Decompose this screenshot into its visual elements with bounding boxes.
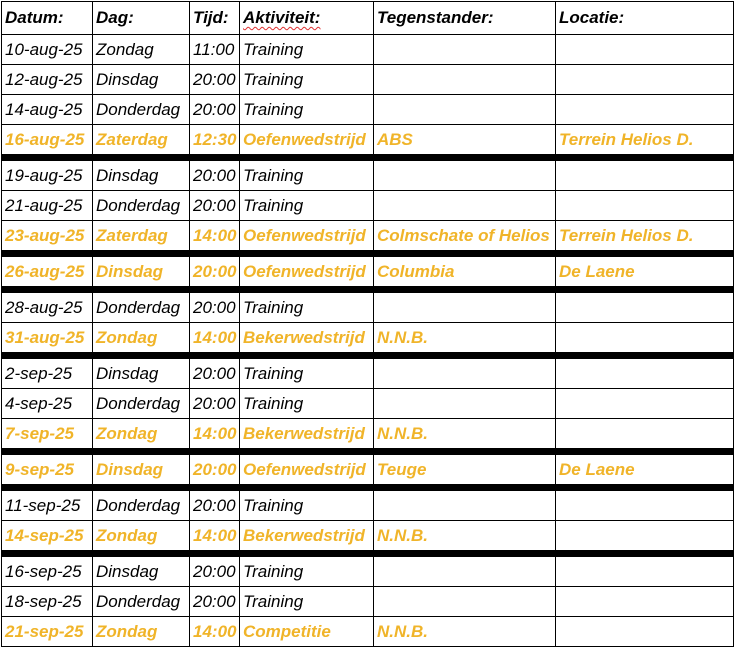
locatie-cell[interactable]: De Laene <box>556 254 734 290</box>
datum-cell[interactable]: 31-aug-25 <box>2 323 93 356</box>
dag-cell[interactable]: Zondag <box>93 419 190 452</box>
table-row <box>2 356 734 389</box>
datum-cell[interactable]: 21-sep-25 <box>2 617 93 647</box>
datum-cell[interactable]: 9-sep-25 <box>2 452 93 488</box>
header-tijd-cell[interactable]: Tijd: <box>190 2 240 35</box>
tijd-cell[interactable]: 20:00 <box>190 389 240 419</box>
dag-cell[interactable]: Dinsdag <box>93 356 190 389</box>
datum-cell[interactable]: 14-sep-25 <box>2 521 93 554</box>
tegenstander-cell[interactable]: Colmschate of Helios <box>374 221 556 254</box>
header-tegenstander-cell[interactable]: Tegenstander: <box>374 2 556 35</box>
activiteit-cell[interactable]: Oefenwedstrijd <box>240 452 374 488</box>
dag-cell[interactable]: Donderdag <box>93 95 190 125</box>
datum-cell[interactable]: 21-aug-25 <box>2 191 93 221</box>
activiteit-cell[interactable]: Bekerwedstrijd <box>240 521 374 554</box>
tijd-cell[interactable]: 20:00 <box>190 554 240 587</box>
table-row <box>2 323 734 356</box>
datum-cell[interactable]: 26-aug-25 <box>2 254 93 290</box>
dag-cell[interactable]: Dinsdag <box>93 254 190 290</box>
datum-cell[interactable]: 14-aug-25 <box>2 95 93 125</box>
dag-cell[interactable]: Donderdag <box>93 587 190 617</box>
tegenstander-cell[interactable] <box>374 35 556 65</box>
locatie-cell[interactable] <box>556 587 734 617</box>
locatie-cell[interactable] <box>556 35 734 65</box>
locatie-cell[interactable] <box>556 158 734 191</box>
activiteit-cell[interactable]: Bekerwedstrijd <box>240 419 374 452</box>
locatie-cell[interactable]: De Laene <box>556 452 734 488</box>
activiteit-cell[interactable]: Training <box>240 290 374 323</box>
datum-cell[interactable]: 4-sep-25 <box>2 389 93 419</box>
dag-cell[interactable]: Donderdag <box>93 191 190 221</box>
locatie-cell[interactable] <box>556 191 734 221</box>
activiteit-cell[interactable]: Training <box>240 65 374 95</box>
tegenstander-cell[interactable] <box>374 191 556 221</box>
datum-cell[interactable]: 16-sep-25 <box>2 554 93 587</box>
dag-cell[interactable]: Dinsdag <box>93 452 190 488</box>
table-row <box>2 617 734 647</box>
locatie-cell[interactable] <box>556 521 734 554</box>
activiteit-cell[interactable]: Training <box>240 356 374 389</box>
table-row <box>2 389 734 419</box>
tijd-cell[interactable]: 14:00 <box>190 419 240 452</box>
tijd-cell[interactable]: 20:00 <box>190 95 240 125</box>
tegenstander-cell[interactable] <box>374 587 556 617</box>
header-locatie-cell[interactable]: Locatie: <box>556 2 734 35</box>
header-dag-cell[interactable]: Dag: <box>93 2 190 35</box>
activiteit-cell[interactable]: Oefenwedstrijd <box>240 254 374 290</box>
tegenstander-cell[interactable] <box>374 158 556 191</box>
datum-cell[interactable]: 2-sep-25 <box>2 356 93 389</box>
schedule-sheet <box>1 1 734 647</box>
locatie-cell[interactable]: Terrein Helios D. <box>556 221 734 254</box>
tegenstander-cell[interactable]: N.N.B. <box>374 419 556 452</box>
header-activiteit-cell[interactable] <box>240 2 374 35</box>
activiteit-cell[interactable]: Oefenwedstrijd <box>240 221 374 254</box>
dag-cell[interactable]: Zondag <box>93 521 190 554</box>
tegenstander-cell[interactable] <box>374 554 556 587</box>
table-row <box>2 158 734 191</box>
tegenstander-cell[interactable] <box>374 488 556 521</box>
table-row <box>2 488 734 521</box>
locatie-cell[interactable] <box>556 419 734 452</box>
table-row <box>2 35 734 65</box>
datum-cell[interactable]: 18-sep-25 <box>2 587 93 617</box>
header-datum-cell[interactable]: Datum: <box>2 2 93 35</box>
tijd-cell[interactable]: 20:00 <box>190 452 240 488</box>
tegenstander-cell[interactable] <box>374 65 556 95</box>
header-row <box>2 2 734 35</box>
dag-cell[interactable]: Zondag <box>93 323 190 356</box>
datum-cell[interactable]: 16-aug-25 <box>2 125 93 158</box>
datum-cell[interactable]: 12-aug-25 <box>2 65 93 95</box>
datum-cell[interactable]: 7-sep-25 <box>2 419 93 452</box>
tegenstander-cell[interactable]: ABS <box>374 125 556 158</box>
tegenstander-cell[interactable]: N.N.B. <box>374 617 556 647</box>
datum-cell[interactable]: 23-aug-25 <box>2 221 93 254</box>
locatie-cell[interactable] <box>556 554 734 587</box>
tijd-cell[interactable]: 20:00 <box>190 158 240 191</box>
tijd-cell[interactable]: 20:00 <box>190 488 240 521</box>
table-row <box>2 419 734 452</box>
tijd-cell[interactable]: 20:00 <box>190 356 240 389</box>
table-row <box>2 254 734 290</box>
tijd-cell[interactable]: 11:00 <box>190 35 240 65</box>
dag-cell[interactable]: Dinsdag <box>93 554 190 587</box>
spellcheck-flagged-text: Aktiviteit: <box>243 8 321 27</box>
table-row <box>2 452 734 488</box>
tegenstander-cell[interactable] <box>374 290 556 323</box>
activiteit-cell[interactable]: Competitie <box>240 617 374 647</box>
activiteit-cell[interactable]: Training <box>240 554 374 587</box>
tijd-cell[interactable]: 20:00 <box>190 191 240 221</box>
table-row <box>2 290 734 323</box>
tijd-cell[interactable]: 14:00 <box>190 323 240 356</box>
locatie-cell[interactable] <box>556 95 734 125</box>
activiteit-cell[interactable]: Bekerwedstrijd <box>240 323 374 356</box>
activiteit-cell[interactable]: Oefenwedstrijd <box>240 125 374 158</box>
dag-cell[interactable]: Donderdag <box>93 389 190 419</box>
tijd-cell[interactable]: 20:00 <box>190 65 240 95</box>
schedule-body <box>2 2 734 647</box>
tegenstander-cell[interactable] <box>374 95 556 125</box>
activiteit-cell[interactable]: Training <box>240 95 374 125</box>
tijd-cell[interactable]: 20:00 <box>190 254 240 290</box>
activiteit-cell[interactable]: Training <box>240 587 374 617</box>
tijd-cell[interactable]: 20:00 <box>190 290 240 323</box>
tegenstander-cell[interactable]: Columbia <box>374 254 556 290</box>
tegenstander-cell[interactable] <box>374 389 556 419</box>
table-row <box>2 65 734 95</box>
table-row <box>2 191 734 221</box>
dag-cell[interactable]: Zaterdag <box>93 221 190 254</box>
tijd-cell[interactable]: 14:00 <box>190 221 240 254</box>
locatie-cell[interactable] <box>556 356 734 389</box>
table-row <box>2 587 734 617</box>
activiteit-cell[interactable]: Training <box>240 158 374 191</box>
table-row <box>2 521 734 554</box>
dag-cell[interactable]: Zondag <box>93 617 190 647</box>
tijd-cell[interactable]: 14:00 <box>190 521 240 554</box>
tegenstander-cell[interactable]: Teuge <box>374 452 556 488</box>
tegenstander-cell[interactable]: N.N.B. <box>374 521 556 554</box>
locatie-cell[interactable]: Terrein Helios D. <box>556 125 734 158</box>
dag-cell[interactable]: Zaterdag <box>93 125 190 158</box>
datum-cell[interactable]: 28-aug-25 <box>2 290 93 323</box>
table-row <box>2 125 734 158</box>
dag-cell[interactable]: Donderdag <box>93 488 190 521</box>
tijd-cell[interactable]: 14:00 <box>190 617 240 647</box>
locatie-cell[interactable] <box>556 323 734 356</box>
tegenstander-cell[interactable]: N.N.B. <box>374 323 556 356</box>
datum-cell[interactable]: 19-aug-25 <box>2 158 93 191</box>
table-row <box>2 95 734 125</box>
datum-cell[interactable]: 11-sep-25 <box>2 488 93 521</box>
activiteit-cell[interactable]: Training <box>240 488 374 521</box>
dag-cell[interactable]: Dinsdag <box>93 65 190 95</box>
table-row <box>2 221 734 254</box>
table-row <box>2 554 734 587</box>
activiteit-cell[interactable]: Training <box>240 191 374 221</box>
locatie-cell[interactable] <box>556 617 734 647</box>
locatie-cell[interactable] <box>556 389 734 419</box>
locatie-cell[interactable] <box>556 65 734 95</box>
dag-cell[interactable]: Dinsdag <box>93 158 190 191</box>
dag-cell[interactable]: Zondag <box>93 35 190 65</box>
locatie-cell[interactable] <box>556 488 734 521</box>
tegenstander-cell[interactable] <box>374 356 556 389</box>
tijd-cell[interactable]: 20:00 <box>190 587 240 617</box>
locatie-cell[interactable] <box>556 290 734 323</box>
datum-cell[interactable]: 10-aug-25 <box>2 35 93 65</box>
tijd-cell[interactable]: 12:30 <box>190 125 240 158</box>
activiteit-cell[interactable]: Training <box>240 35 374 65</box>
dag-cell[interactable]: Donderdag <box>93 290 190 323</box>
activiteit-cell[interactable]: Training <box>240 389 374 419</box>
